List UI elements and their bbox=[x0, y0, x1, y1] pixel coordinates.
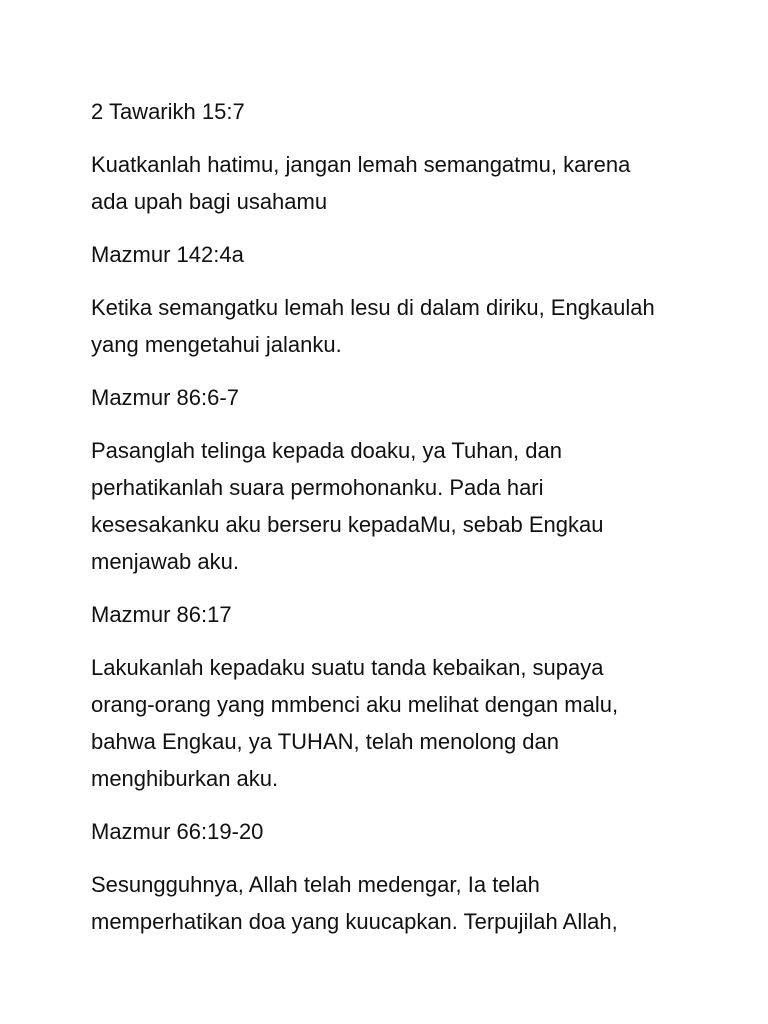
text-line: yang mengetahui jalanku. bbox=[91, 332, 342, 357]
verse-reference bbox=[91, 379, 678, 416]
text-line: 2 Tawarikh 15:7 bbox=[91, 99, 245, 124]
verse-reference bbox=[91, 813, 678, 850]
text-line: ada upah bagi usahamu bbox=[91, 189, 328, 214]
text-line: menjawab aku. bbox=[91, 549, 239, 574]
text-line: Lakukanlah kepadaku suatu tanda kebaikan, supaya bbox=[91, 655, 604, 680]
text-line: Mazmur 142:4a bbox=[91, 242, 244, 267]
verse-text bbox=[91, 289, 678, 363]
text-line: perhatikanlah suara permohonanku. Pada hari bbox=[91, 475, 544, 500]
text-line: menghiburkan aku. bbox=[91, 766, 279, 791]
text-line: kesesakanku aku berseru kepadaMu, sebab Engkau bbox=[91, 512, 604, 537]
text-line: Mazmur 86:6-7 bbox=[91, 385, 239, 410]
text-line: Pasanglah telinga kepada doaku, ya Tuhan, dan bbox=[91, 438, 562, 463]
verse-reference bbox=[91, 596, 678, 633]
verse-reference bbox=[91, 236, 678, 273]
verse-reference bbox=[91, 93, 678, 130]
text-line: Ketika semangatku lemah lesu di dalam diriku, Engkaulah bbox=[91, 295, 655, 320]
text-line: orang-orang yang mmbenci aku melihat dengan malu, bbox=[91, 692, 619, 717]
verse-text bbox=[91, 866, 678, 940]
text-line: bahwa Engkau, ya TUHAN, telah menolong dan bbox=[91, 729, 559, 754]
verse-text bbox=[91, 432, 678, 580]
text-line: Kuatkanlah hatimu, jangan lemah semangatmu, karena bbox=[91, 152, 631, 177]
text-line: memperhatikan doa yang kuucapkan. Terpujilah Allah, bbox=[91, 909, 618, 934]
verse-text bbox=[91, 146, 678, 220]
text-line: Sesungguhnya, Allah telah medengar, Ia telah bbox=[91, 872, 540, 897]
text-line: Mazmur 86:17 bbox=[91, 602, 232, 627]
verse-text bbox=[91, 649, 678, 797]
text-line: Mazmur 66:19-20 bbox=[91, 819, 264, 844]
